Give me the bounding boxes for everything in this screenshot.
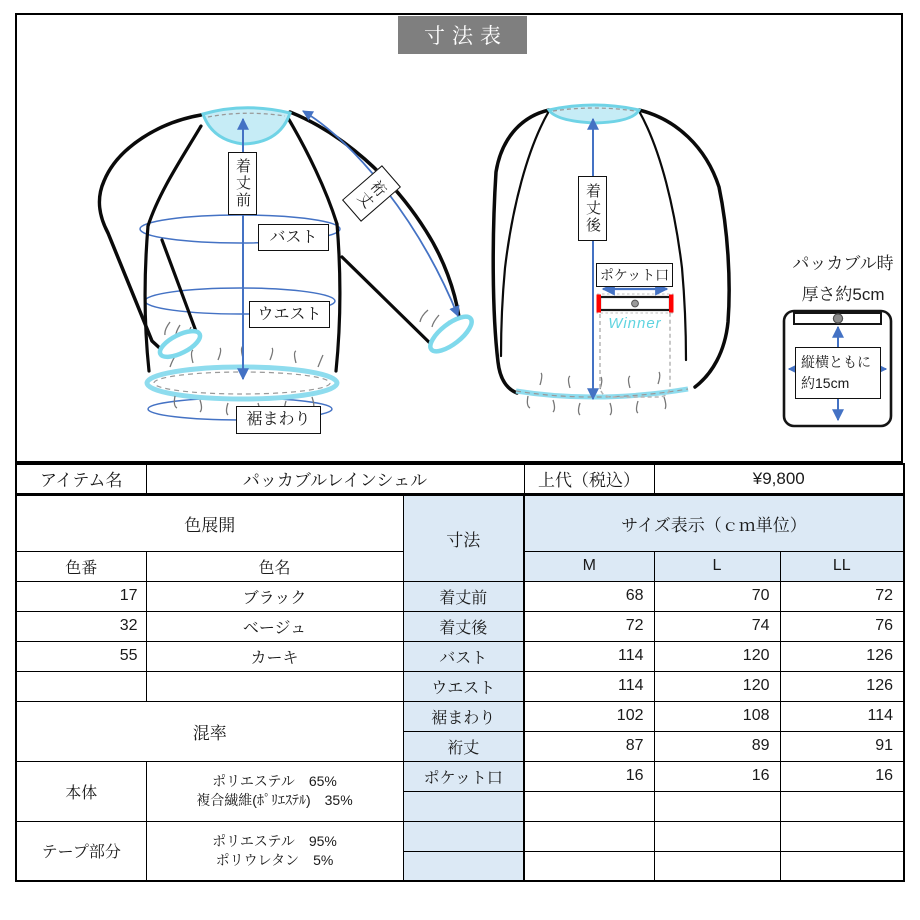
- size-col-l: L: [654, 551, 780, 581]
- size-col-m: M: [524, 551, 654, 581]
- color-number: 55: [16, 641, 146, 671]
- mixture-part: テープ部分: [16, 821, 146, 881]
- table-row: [16, 821, 904, 851]
- right-cuff: [425, 311, 477, 358]
- size-row-label: 裄丈: [403, 731, 524, 761]
- pouch-caption-2: 厚さ約5cm: [801, 285, 885, 304]
- table-cell-empty: [16, 671, 146, 701]
- label-length-front: 着丈前: [228, 152, 257, 215]
- table-cell-empty: [780, 821, 904, 851]
- color-name: ブラック: [146, 581, 403, 611]
- size-value: 76: [780, 611, 904, 641]
- label-pocket-opening: ポケット口: [596, 263, 673, 287]
- color-name: ベージュ: [146, 611, 403, 641]
- size-row-label: 着丈前: [403, 581, 524, 611]
- size-value: 114: [524, 641, 654, 671]
- size-col-ll: LL: [780, 551, 904, 581]
- table-cell-empty: [654, 851, 780, 881]
- size-value: 120: [654, 671, 780, 701]
- size-value: 89: [654, 731, 780, 761]
- color-section-header: 色展開: [16, 494, 403, 551]
- table-row: [16, 641, 904, 671]
- table-cell-empty: [524, 851, 654, 881]
- pouch-caption-1: パッカブル時: [792, 254, 894, 273]
- item-row: [16, 464, 904, 494]
- size-row-label-empty: [403, 821, 524, 851]
- size-value: 91: [780, 731, 904, 761]
- label-waist: ウエスト: [249, 301, 330, 328]
- table-row: [16, 761, 904, 791]
- label-bust: バスト: [258, 224, 329, 251]
- price-value: ¥9,800: [654, 464, 904, 494]
- size-value: 68: [524, 581, 654, 611]
- size-row-label: バスト: [403, 641, 524, 671]
- label-hem: 裾まわり: [236, 406, 321, 434]
- size-value: 87: [524, 731, 654, 761]
- table-cell-empty: [146, 671, 403, 701]
- size-row-label-empty: [403, 851, 524, 881]
- page-title: 寸法表: [398, 16, 527, 54]
- color-name: カーキ: [146, 641, 403, 671]
- pouch-snap: [833, 314, 842, 323]
- size-value: 72: [524, 611, 654, 641]
- spec-table: [15, 463, 905, 882]
- color-number: 17: [16, 581, 146, 611]
- left-cuff: [156, 326, 203, 362]
- section-header-row: [16, 494, 904, 551]
- size-value: 72: [780, 581, 904, 611]
- label-sleeve-length: 裄丈: [342, 165, 401, 222]
- size-row-label: 着丈後: [403, 611, 524, 641]
- size-row-label-empty: [403, 791, 524, 821]
- mixture-composition: ポリエステル 95% ポリウレタン 5%: [146, 821, 403, 881]
- pocket-red-end-right: [669, 295, 674, 313]
- table-cell-empty: [654, 791, 780, 821]
- size-value: 108: [654, 701, 780, 731]
- price-header: 上代（税込）: [524, 464, 654, 494]
- size-row-label: ウエスト: [403, 671, 524, 701]
- mixture-part: 本体: [16, 761, 146, 821]
- table-cell-empty: [524, 791, 654, 821]
- color-number: 32: [16, 611, 146, 641]
- back-jacket-drawing: [493, 105, 729, 415]
- size-value: 74: [654, 611, 780, 641]
- brand-logo: Winner: [608, 315, 662, 332]
- label-length-back: 着丈後: [578, 176, 607, 241]
- size-value: 102: [524, 701, 654, 731]
- size-value: 114: [780, 701, 904, 731]
- table-cell-empty: [780, 791, 904, 821]
- size-display-header: サイズ表示（ｃｍ単位）: [524, 494, 904, 551]
- pocket-snap: [632, 300, 639, 307]
- size-value: 16: [780, 761, 904, 791]
- front-jacket-drawing: [99, 108, 476, 420]
- color-name-header: 色名: [146, 551, 403, 581]
- table-row: [16, 671, 904, 701]
- table-row: [16, 581, 904, 611]
- pouch-size-label: 縦横ともに 約15cm: [795, 347, 881, 399]
- size-value: 16: [654, 761, 780, 791]
- size-value: 70: [654, 581, 780, 611]
- back-body-outline: [493, 110, 729, 393]
- pocket-red-end-left: [597, 295, 602, 313]
- item-name-value: パッカブルレインシェル: [146, 464, 524, 494]
- table-cell-empty: [780, 851, 904, 881]
- table-cell-empty: [524, 821, 654, 851]
- table-cell-empty: [654, 821, 780, 851]
- size-row-label: ポケット口: [403, 761, 524, 791]
- mixture-composition: ポリエステル 65% 複合繊維(ﾎﾟﾘｴｽﾃﾙ) 35%: [146, 761, 403, 821]
- size-value: 120: [654, 641, 780, 671]
- color-number-header: 色番: [16, 551, 146, 581]
- size-value: 126: [780, 641, 904, 671]
- mixture-header: 混率: [16, 701, 403, 761]
- sleeve-length-arrow: [303, 111, 458, 316]
- table-row: [16, 701, 904, 731]
- item-name-header: アイテム名: [16, 464, 146, 494]
- size-value: 126: [780, 671, 904, 701]
- table-row: [16, 611, 904, 641]
- size-corner-header: 寸法: [403, 494, 524, 581]
- size-value: 114: [524, 671, 654, 701]
- size-row-label: 裾まわり: [403, 701, 524, 731]
- size-value: 16: [524, 761, 654, 791]
